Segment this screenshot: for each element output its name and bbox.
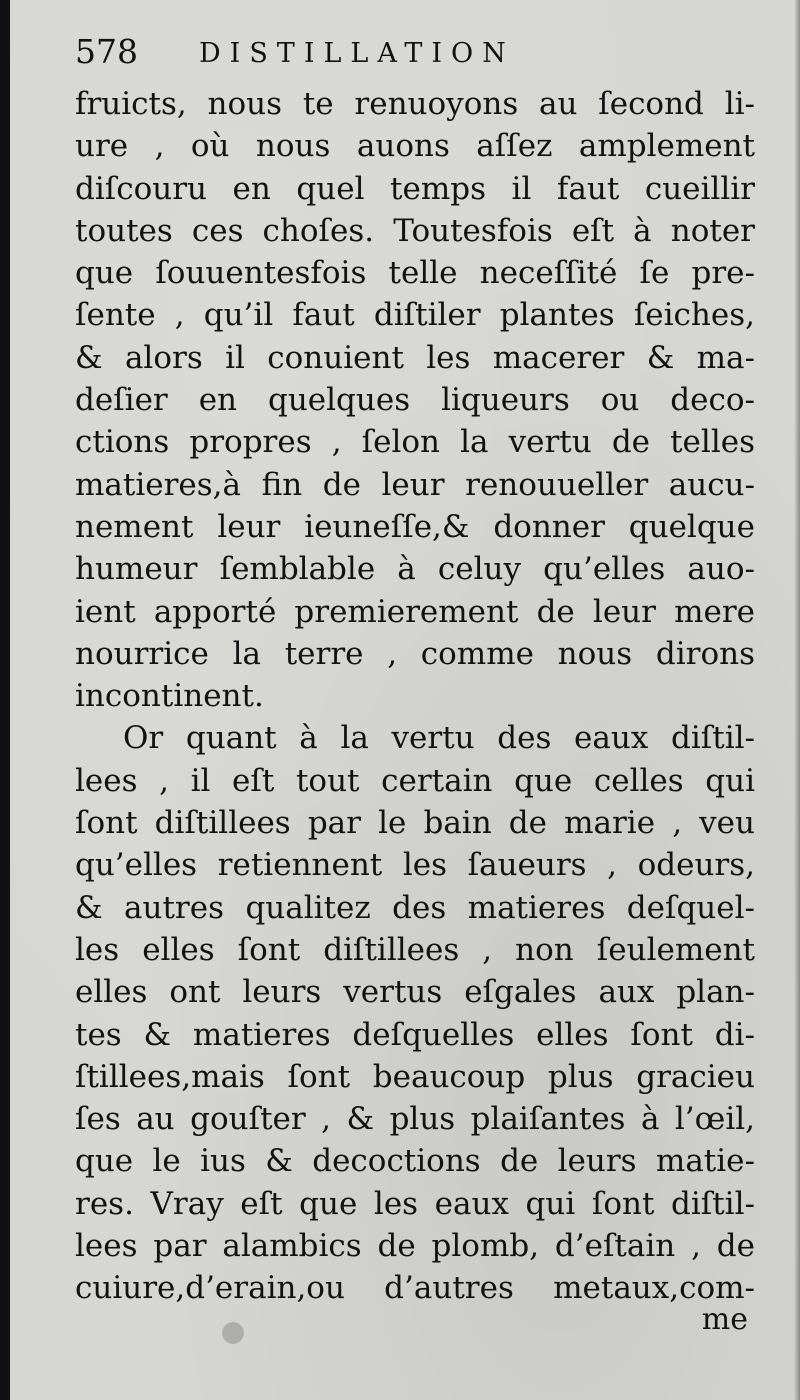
text-line: incontinent.: [75, 678, 264, 715]
page-edge-shadow: [794, 0, 800, 1400]
text-line: ſes au gouſter , & plus plaiſantes à l’œil,: [75, 1101, 755, 1138]
text-line: qu’elles retiennent les ſaueurs , odeurs,: [75, 847, 755, 884]
text-line: humeur ſemblable à celuy qu’elles auo-: [75, 551, 755, 588]
text-line: ſente , qu’il faut diſtiler plantes ſeiches,: [75, 297, 755, 334]
page-header: [75, 30, 755, 74]
text-line: elles ont leurs vertus eſgales aux plan-: [75, 974, 755, 1011]
text-line: nement leur ieuneſſe,& donner quelque: [75, 508, 755, 545]
text-line: toutes ces choſes. Toutesfois eſt à noter: [75, 212, 755, 249]
ink-spot: [222, 1322, 244, 1344]
text-line: ctions propres , ſelon la vertu de telles: [75, 424, 755, 461]
text-line: ſont diſtillees par le bain de marie , veu: [75, 805, 755, 842]
text-line: les elles ſont diſtillees , non ſeulement: [75, 931, 755, 968]
body-text: [75, 83, 755, 1310]
paragraph-1: [75, 83, 755, 717]
text-line: nourrice la terre , comme nous dirons: [75, 635, 755, 672]
text-line: lees , il eſt tout certain que celles qui: [75, 762, 755, 799]
running-head: DISTILLATION: [199, 38, 515, 69]
text-line: fruicts, nous te renuoyons au ſecond li-: [75, 86, 755, 122]
text-line: & alors il conuient les macerer & ma-: [75, 339, 755, 376]
text-line: lees par alambics de plomb, d’eſtain , de: [75, 1228, 755, 1265]
text-line: deſier en quelques liqueurs ou deco-: [75, 382, 755, 419]
text-line: que ſouuentesfois telle neceſſité ſe pre-: [75, 255, 755, 292]
text-line: que le ius & decoctions de leurs matie-: [75, 1143, 755, 1180]
text-line: ure , où nous auons aſſez amplement: [75, 128, 755, 165]
text-line: Or quant à la vertu des eaux diſtil-: [123, 720, 755, 757]
catchword: me: [701, 1302, 748, 1337]
paragraph-2: [75, 717, 755, 1309]
page-number: 578: [75, 32, 138, 71]
page-binding-shadow: [0, 0, 10, 1400]
text-line: ient apporté premierement de leur mere: [75, 593, 755, 630]
text-line: tes & matieres deſquelles elles ſont di-: [75, 1016, 755, 1053]
text-line: ſtillees,mais ſont beaucoup plus gracieu: [75, 1058, 755, 1095]
text-line: cuiure,d’erain,ou d’autres metaux,com-: [75, 1270, 755, 1307]
text-line: diſcouru en quel temps il faut cueillir: [75, 170, 755, 207]
text-line: res. Vray eſt que les eaux qui ſont diſtil-: [75, 1185, 755, 1222]
text-line: & autres qualitez des matieres deſquel-: [75, 889, 755, 926]
text-line: matieres,à fin de leur renouueller aucu-: [75, 466, 755, 503]
